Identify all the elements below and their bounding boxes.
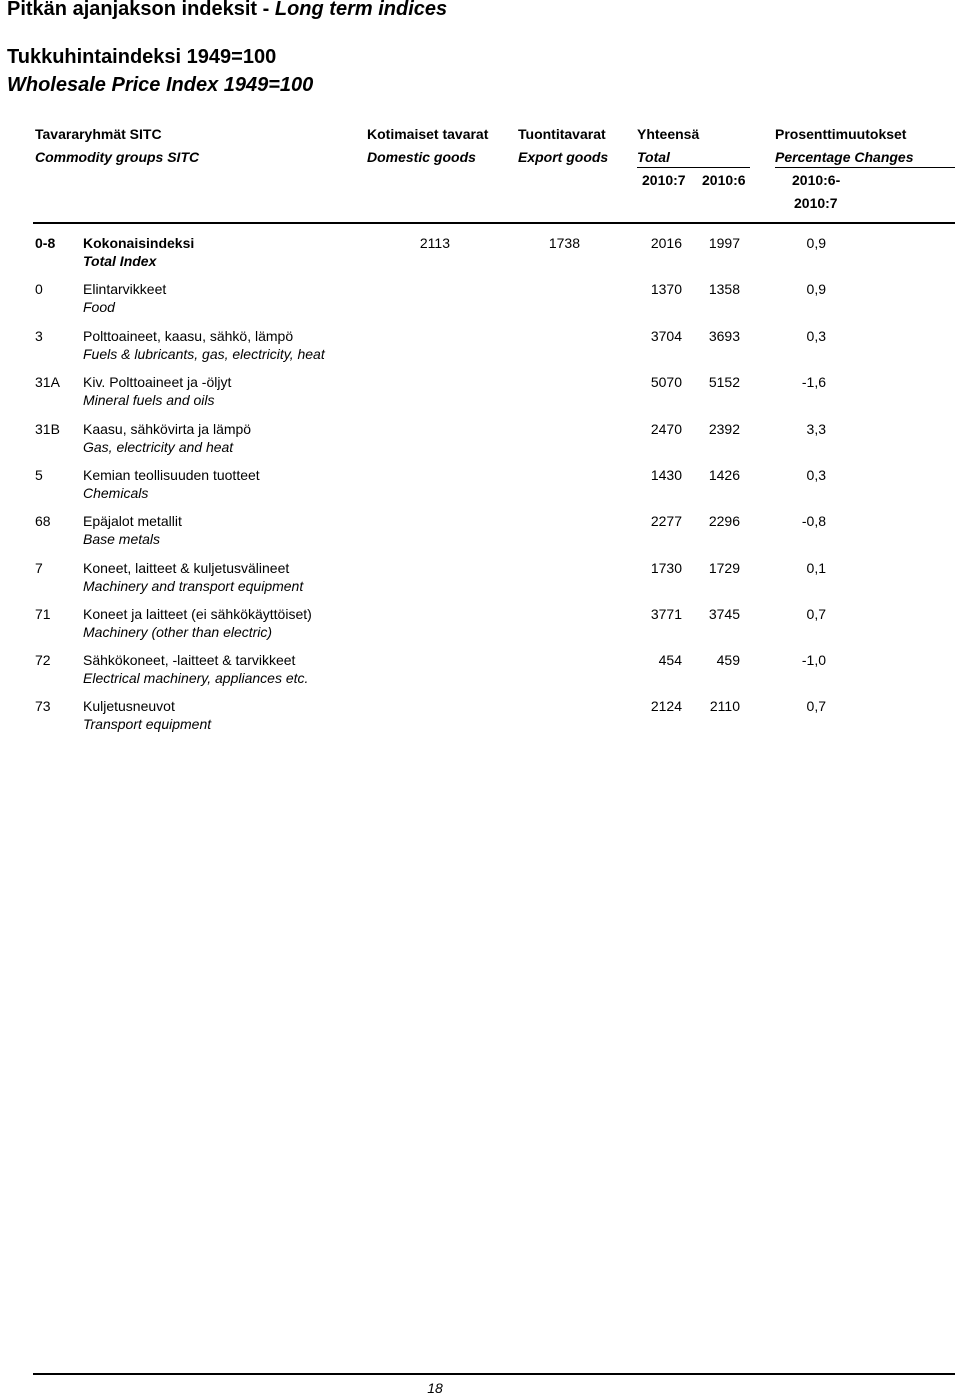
row-total-2010-6: 5152 (708, 374, 740, 390)
header-total-en: Total (637, 149, 670, 165)
header-pct-fi: Prosenttimuutokset (775, 126, 907, 142)
page-title-en: Long term indices (274, 0, 448, 20)
row-pct-change: 0,3 (806, 328, 826, 344)
header-export-fi: Tuontitavarat (518, 126, 606, 142)
row-code: 71 (35, 606, 51, 622)
row-name-fi: Kiv. Polttoaineet ja -öljyt (83, 374, 232, 390)
row-code: 7 (35, 560, 43, 576)
row-name-en: Chemicals (83, 485, 149, 501)
header-period-1: 2010:7 (642, 172, 686, 188)
row-code: 0 (35, 281, 43, 297)
row-total-2010-7: 3771 (650, 606, 682, 622)
page-title-fi: Pitkän ajanjakson indeksit - (7, 0, 275, 20)
row-total-2010-6: 1729 (708, 560, 740, 576)
row-pct-change: 0,7 (806, 606, 826, 622)
row-pct-change: 3,3 (806, 421, 826, 437)
row-total-2010-7: 3704 (650, 328, 682, 344)
row-pct-change: -1,0 (801, 652, 826, 668)
table-row (0, 606, 960, 652)
row-name-en: Total Index (83, 253, 157, 269)
row-pct-change: 0,7 (806, 698, 826, 714)
row-name-fi: Kuljetusneuvot (83, 698, 175, 714)
row-name-en: Base metals (83, 531, 161, 547)
row-domestic: 2113 (419, 235, 450, 251)
row-total-2010-6: 3693 (708, 328, 740, 344)
row-pct-change: -0,8 (801, 513, 826, 529)
row-export: 1738 (548, 235, 580, 251)
header-export-en: Export goods (518, 149, 609, 165)
row-total-2010-7: 5070 (650, 374, 682, 390)
table-row (0, 421, 960, 467)
row-total-2010-7: 2277 (650, 513, 682, 529)
row-total-2010-7: 2124 (650, 698, 682, 714)
row-name-fi: Kemian teollisuuden tuotteet (83, 467, 260, 483)
row-code: 0-8 (35, 235, 56, 251)
row-total-2010-6: 459 (716, 652, 740, 668)
page-title (7, 0, 447, 21)
row-pct-change: 0,3 (806, 467, 826, 483)
footer-divider (33, 1373, 955, 1375)
row-total-2010-6: 2392 (708, 421, 740, 437)
row-name-fi: Koneet ja laitteet (ei sähkökäyttöiset) (83, 606, 312, 622)
header-domestic-fi: Kotimaiset tavarat (367, 126, 489, 142)
row-total-2010-6: 2296 (708, 513, 740, 529)
row-pct-change: 0,1 (806, 560, 826, 576)
header-domestic-en: Domestic goods (367, 149, 476, 165)
row-total-2010-7: 1370 (650, 281, 682, 297)
row-name-fi: Epäjalot metallit (83, 513, 182, 529)
row-total-2010-7: 1430 (650, 467, 682, 483)
row-name-fi: Kaasu, sähkövirta ja lämpö (83, 421, 252, 437)
header-groups-fi: Tavararyhmät SITC (35, 126, 162, 142)
table-row (0, 235, 960, 281)
row-name-en: Food (83, 299, 115, 315)
table-row (0, 513, 960, 559)
row-code: 73 (35, 698, 51, 714)
row-pct-change: 0,9 (806, 281, 826, 297)
row-pct-change: 0,9 (806, 235, 826, 251)
row-code: 31A (35, 374, 60, 390)
table-row (0, 467, 960, 513)
row-total-2010-7: 1730 (650, 560, 682, 576)
row-name-fi: Elintarvikkeet (83, 281, 167, 297)
row-code: 31B (35, 421, 60, 437)
row-name-en: Mineral fuels and oils (83, 392, 215, 408)
row-name-en: Machinery (other than electric) (83, 624, 273, 640)
header-total-fi: Yhteensä (637, 126, 700, 142)
row-code: 68 (35, 513, 51, 529)
row-name-fi: Koneet, laitteet & kuljetusvälineet (83, 560, 290, 576)
row-name-en: Electrical machinery, appliances etc. (83, 670, 309, 686)
row-code: 3 (35, 328, 43, 344)
table-row (0, 698, 960, 744)
row-total-2010-7: 454 (658, 652, 682, 668)
header-divider (33, 222, 955, 224)
index-title-en: Wholesale Price Index 1949=100 (7, 74, 314, 96)
header-pct-period-a: 2010:6- (792, 172, 841, 188)
table-row (0, 328, 960, 374)
row-name-fi: Sähkökoneet, -laitteet & tarvikkeet (83, 652, 296, 668)
header-pct-period-b: 2010:7 (794, 195, 838, 211)
row-total-2010-7: 2470 (650, 421, 682, 437)
pct-header-underline (775, 167, 955, 168)
table-row (0, 652, 960, 698)
row-name-fi: Kokonaisindeksi (83, 235, 195, 251)
page-number: 18 (427, 1380, 443, 1396)
header-period-2: 2010:6 (702, 172, 746, 188)
row-total-2010-7: 2016 (650, 235, 682, 251)
row-total-2010-6: 1997 (708, 235, 740, 251)
table-row (0, 560, 960, 606)
row-code: 5 (35, 467, 43, 483)
row-code: 72 (35, 652, 51, 668)
row-total-2010-6: 2110 (709, 698, 740, 714)
row-name-en: Transport equipment (83, 716, 212, 732)
index-title-fi: Tukkuhintaindeksi 1949=100 (7, 46, 277, 68)
table-row (0, 374, 960, 420)
header-pct-en: Percentage Changes (775, 149, 914, 165)
row-total-2010-6: 3745 (708, 606, 740, 622)
row-name-fi: Polttoaineet, kaasu, sähkö, lämpö (83, 328, 294, 344)
row-name-en: Gas, electricity and heat (83, 439, 234, 455)
row-name-en: Fuels & lubricants, gas, electricity, heat (83, 346, 325, 362)
table-row (0, 281, 960, 327)
row-total-2010-6: 1426 (708, 467, 740, 483)
row-pct-change: -1,6 (801, 374, 826, 390)
header-groups-en: Commodity groups SITC (35, 149, 200, 165)
row-total-2010-6: 1358 (708, 281, 740, 297)
total-header-underline (637, 167, 750, 168)
row-name-en: Machinery and transport equipment (83, 578, 304, 594)
